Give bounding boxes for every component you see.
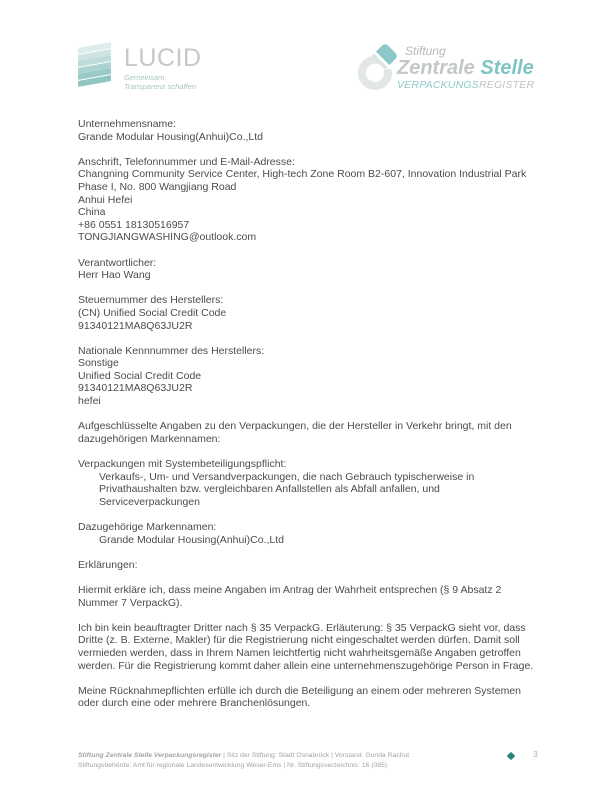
footer-line1 — [78, 751, 478, 761]
company-name-label: Unternehmensname: — [78, 118, 177, 130]
zsvr-register-text: REGISTER — [478, 79, 535, 91]
section-company-name — [78, 118, 568, 143]
lucid-logo — [78, 45, 202, 91]
declaration-line: werden. Für die Registrierung kommt daher allein eine unternehmenszugehörige Person in Frage. — [78, 659, 534, 672]
lucid-stack-icon — [78, 45, 115, 89]
tax-number-line: (CN) Unified Social Credit Code — [78, 306, 227, 319]
zsvr-register-line — [397, 79, 534, 92]
brand-names-value: Grande Modular Housing(Anhui)Co.,Ltd — [99, 533, 285, 546]
page-number: 3 — [533, 749, 538, 759]
responsible-label: Verantwortlicher: — [78, 256, 157, 269]
zsvr-verpackungs-text: VERPACKUNGS — [397, 79, 479, 91]
system-participation-label: Verpackungen mit Systembeteiligungspflicht: — [78, 458, 287, 471]
national-id-line: hefei — [78, 395, 101, 408]
section-responsible — [78, 257, 568, 282]
tax-number-line: 91340121MA8Q63JU2R — [78, 319, 193, 332]
tax-number-label: Steuernummer des Herstellers: — [78, 294, 224, 307]
page-footer — [78, 751, 478, 770]
section-tax-number — [78, 294, 568, 332]
declaration-paragraph-1 — [78, 584, 568, 609]
system-participation-line: Serviceverpackungen — [99, 495, 200, 508]
national-id-label: Nationale Kennnummer des Herstellers: — [78, 344, 265, 357]
national-id-line: Sonstige — [78, 357, 119, 370]
section-declarations-heading — [78, 559, 568, 572]
document-body — [78, 118, 568, 723]
footer-org-name: Stiftung Zentrale Stelle Verpackungsregister — [78, 752, 222, 759]
declarations-label: Erklärungen: — [78, 558, 138, 571]
section-system-participation — [78, 458, 568, 508]
declaration-paragraph-3 — [78, 685, 568, 710]
declaration-line: Dritte (z. B. Externe, Makler) für die Registrierung nicht eingeschaltet werden dürfen. Damit soll — [78, 634, 520, 647]
zsvr-stelle-text: Stelle — [480, 57, 534, 79]
responsible-value: Herr Hao Wang — [78, 269, 151, 282]
lucid-tagline-line1: Gemeinsam — [124, 73, 165, 82]
packaging-intro-line: Aufgeschlüsselte Angaben zu den Verpackungen, die der Hersteller in Verkehr bringt, mit den — [78, 420, 512, 433]
brand-names-label: Dazugehörige Markennamen: — [78, 521, 217, 533]
footer-line1-rest: | Sitz der Stiftung: Stadt Osnabrück | Vorstand: Gunda Rachut — [221, 752, 410, 759]
section-address — [78, 156, 568, 244]
company-name-value: Grande Modular Housing(Anhui)Co.,Ltd — [78, 130, 264, 143]
national-id-line: Unified Social Credit Code — [78, 369, 202, 382]
zsvr-logo — [358, 42, 534, 94]
declaration-line: Hiermit erkläre ich, dass meine Angaben im Antrag der Wahrheit entsprechen (§ 9 Absatz 2 — [78, 583, 502, 596]
system-participation-line: Verkaufs-, Um- und Versandverpackungen, die nach Gebrauch typischerweise in — [99, 470, 475, 483]
section-brand-names — [78, 521, 568, 546]
packaging-intro-line: dazugehörigen Markennamen: — [78, 432, 221, 445]
zsvr-stiftung-label: Stiftung — [405, 44, 446, 58]
section-packaging-intro — [78, 420, 568, 445]
declaration-line: oder durch eine oder mehrere Branchenlösungen. — [78, 697, 311, 710]
footer-zsvr-mark-icon — [507, 752, 515, 760]
declaration-paragraph-2 — [78, 622, 568, 672]
declaration-line: Meine Rücknahmepflichten erfülle ich durch die Beteiligung an einem oder mehreren Systemen — [78, 684, 521, 697]
zsvr-wordmark — [397, 58, 534, 79]
declaration-line: Ich bin kein beauftragter Dritter nach § 35 VerpackG. Erläuterung: § 35 VerpackG sieht vor, dass — [78, 621, 526, 634]
lucid-wordmark: LUCID — [124, 44, 202, 72]
system-participation-line: Privathaushalten bzw. vergleichbaren Anfallstellen als Abfall anfallen, und — [99, 483, 440, 496]
phone-number: +86 0551 18130516957 — [78, 218, 190, 231]
zsvr-zentrale-text: Zentrale — [397, 57, 481, 79]
lucid-tagline-line2: Transparenz schaffen — [124, 82, 196, 91]
address-line: Anhui Hefei — [78, 193, 133, 206]
national-id-line: 91340121MA8Q63JU2R — [78, 382, 193, 395]
address-line: Changning Community Service Center, High-tech Zone Room B2-607, Innovation Industrial Park — [78, 168, 527, 181]
section-national-id — [78, 345, 568, 408]
email-address: TONGJIANGWASHING@outlook.com — [78, 231, 257, 244]
declaration-line: vermieden werden, dass in Ihrem Namen leichtfertig nicht wahrheitsgemäße Angaben getroffen — [78, 646, 521, 659]
declaration-line: Nummer 7 VerpackG). — [78, 596, 183, 609]
address-label: Anschrift, Telefonnummer und E-Mail-Adresse: — [78, 155, 295, 168]
address-line: China — [78, 206, 106, 219]
address-line: Phase I, No. 800 Wangjiang Road — [78, 180, 237, 193]
footer-line2: Stiftungsbehörde: Amt für regionale Landesentwicklung Weser-Ems | Nr. Stiftungsverzeichnis: 16 (085) — [78, 761, 388, 769]
